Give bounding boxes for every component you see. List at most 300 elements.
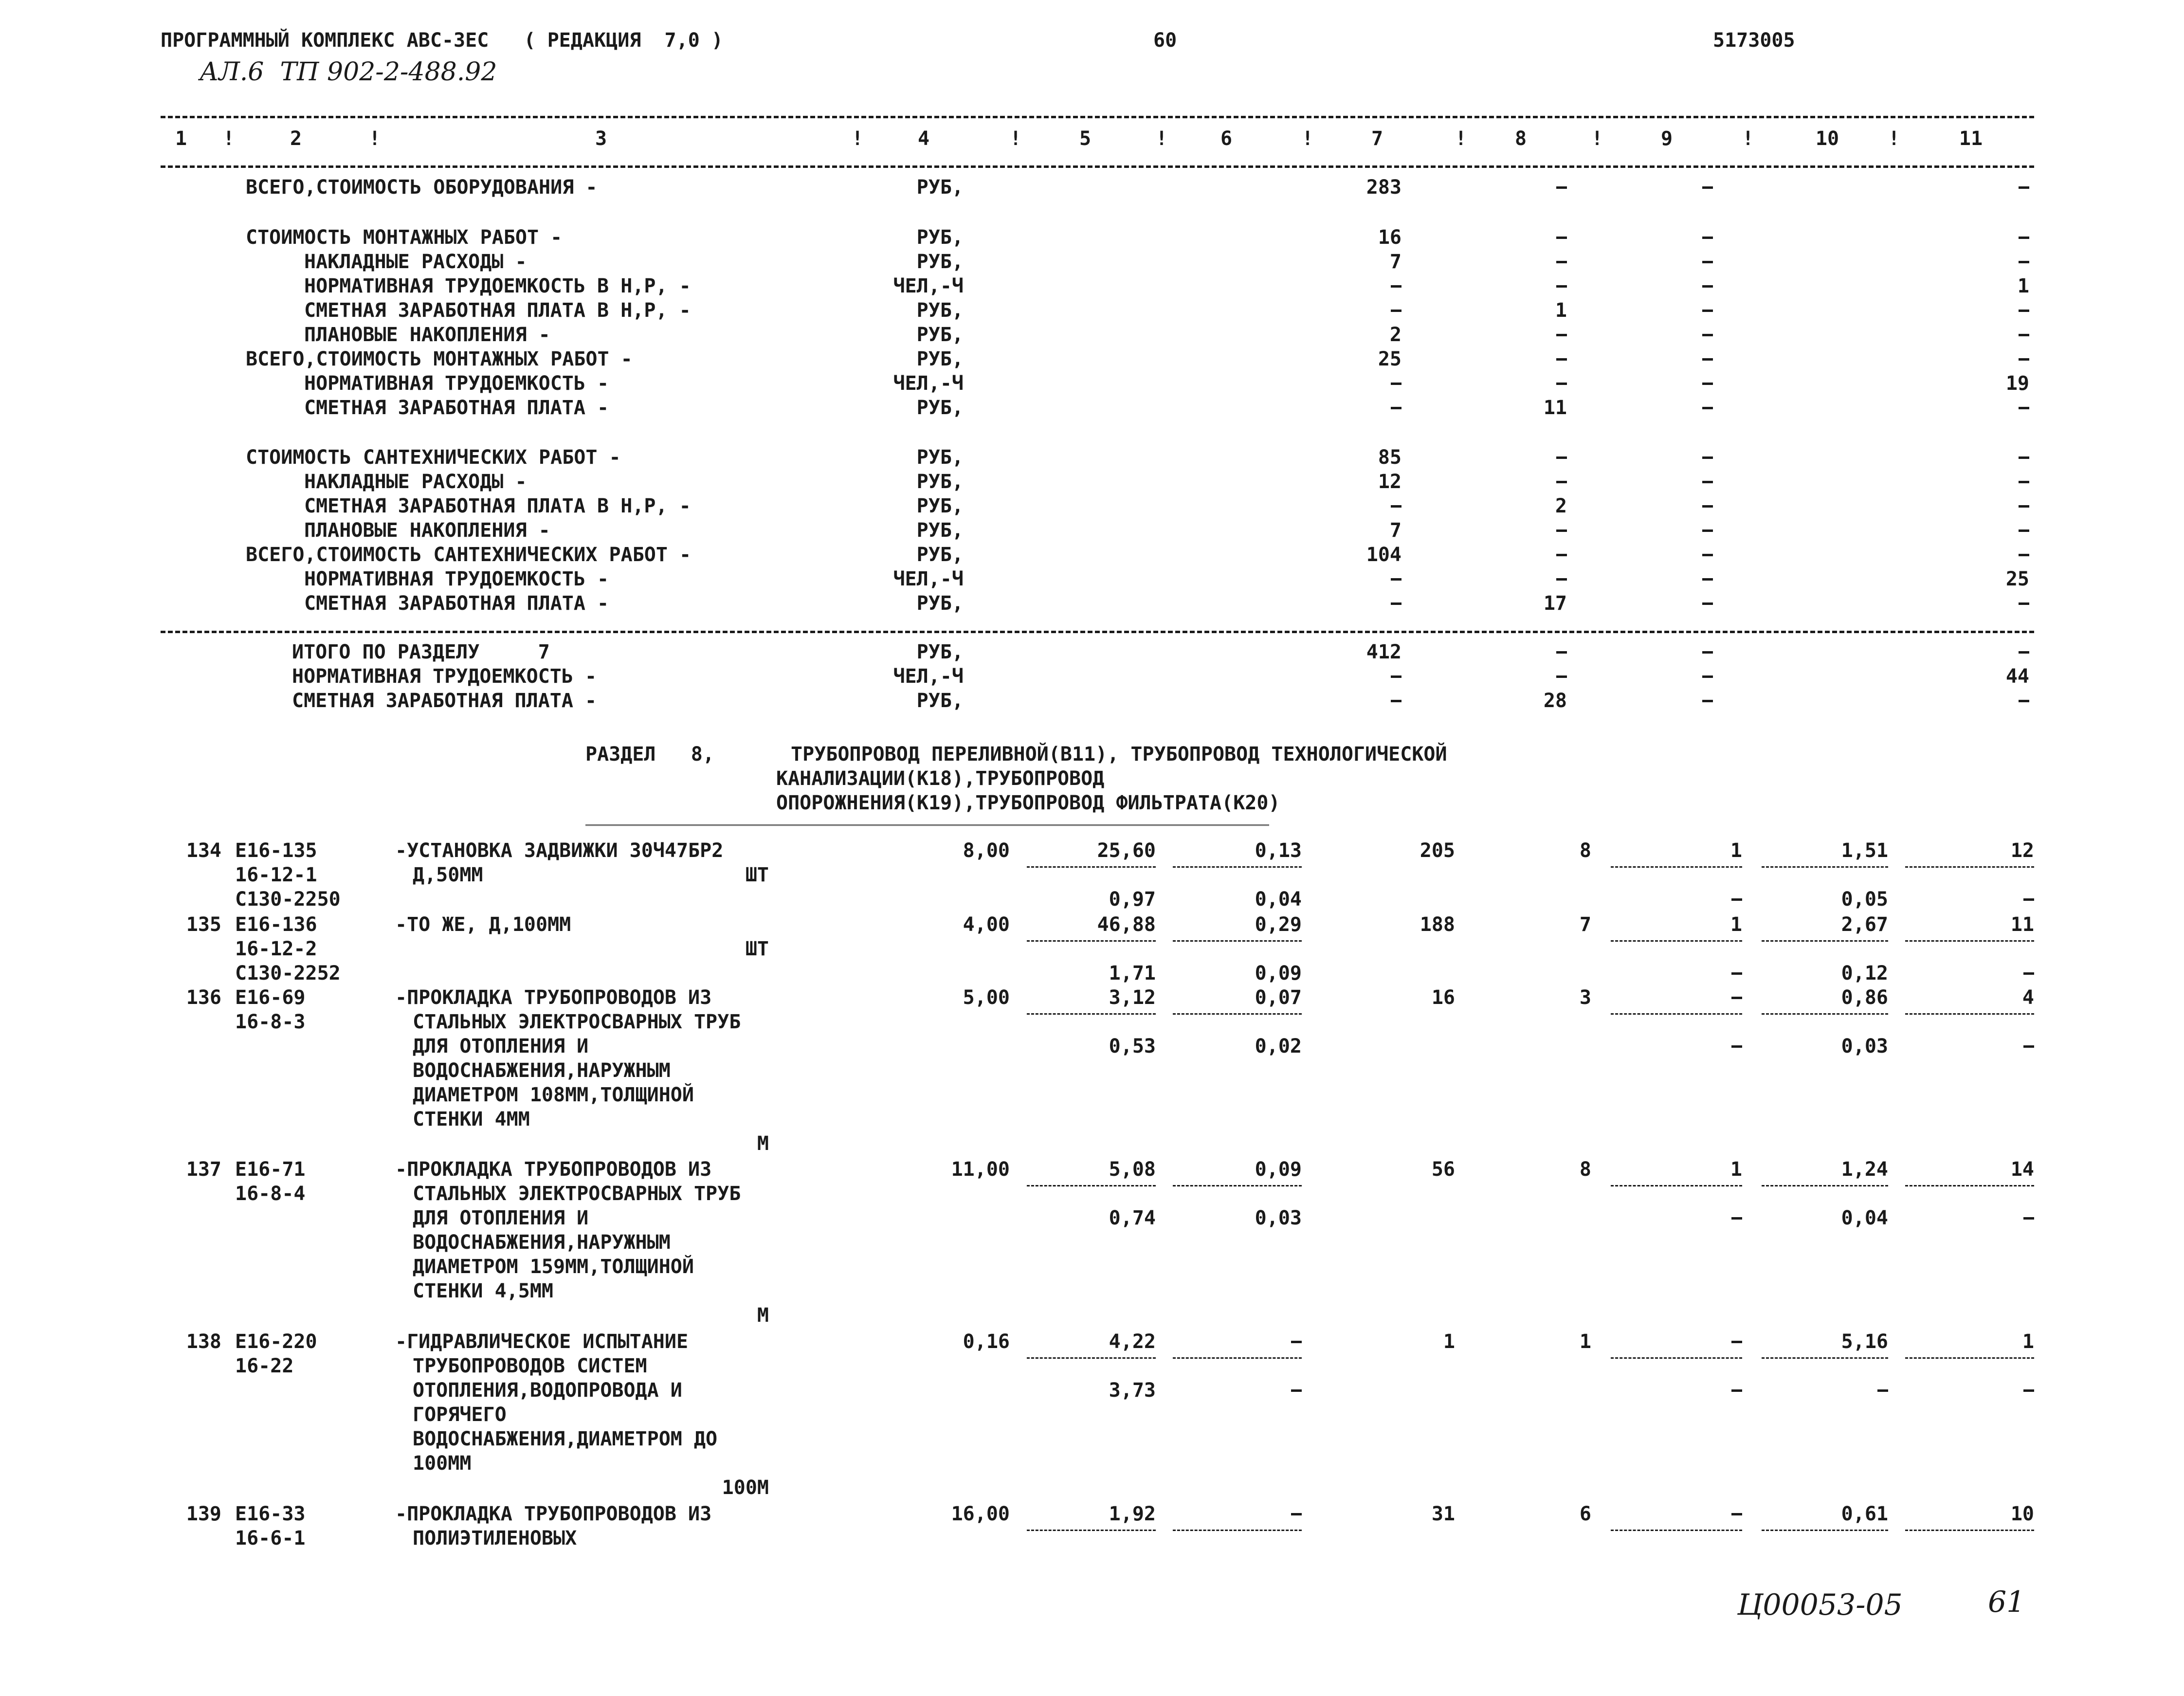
summary-label: СМЕТНАЯ ЗАРАБОТНАЯ ПЛАТА - [304, 592, 609, 615]
item-value-c11b-dash [2023, 972, 2034, 975]
column-separator: ! [1010, 128, 1022, 150]
item-value-c6: 0,07 [1255, 986, 1302, 1009]
item-value-c9b-dash [1731, 1045, 1742, 1048]
item-number: 135 [186, 913, 221, 936]
summary-dash-c7 [1391, 578, 1401, 581]
item-value-c9b-dash [1731, 898, 1742, 901]
summary-value-c7: 16 [1378, 226, 1401, 249]
item-description-line: -ГИДРАВЛИЧЕСКОЕ ИСПЫТАНИЕ [395, 1331, 689, 1353]
item-value-c9: 1 [1730, 1158, 1742, 1181]
item-divider [1173, 1530, 1302, 1531]
item-value-c6b: 0,03 [1255, 1207, 1302, 1229]
item-value-c4: 8,00 [963, 839, 1010, 862]
item-divider [1905, 1013, 2034, 1015]
item-code: 16-8-3 [235, 1011, 306, 1033]
summary-dash-c11 [2019, 261, 2029, 263]
column-header-6: 6 [1220, 128, 1233, 150]
item-divider [1173, 940, 1302, 942]
item-code: 16-12-2 [235, 938, 317, 960]
item-code: Е16-220 [235, 1331, 317, 1353]
summary-dash-c9 [1702, 651, 1713, 654]
summary-label: ВСЕГО,СТОИМОСТЬ САНТЕХНИЧЕСКИХ РАБОТ - [246, 544, 692, 566]
summary-dash-c11 [2019, 358, 2029, 361]
footer-stamp-code: Ц00053-05 [1737, 1588, 1903, 1622]
item-value-c11b-dash [2023, 1217, 2034, 1220]
summary-value-c11: 1 [2017, 275, 2029, 297]
summary-value-c7: 85 [1378, 446, 1401, 469]
summary-unit: РУБ, [916, 226, 964, 249]
summary-value-c8: 11 [1543, 397, 1567, 419]
item-value-c6: 0,09 [1255, 1158, 1302, 1181]
item-description-line: -УСТАНОВКА ЗАДВИЖКИ 30Ч47БР2 [395, 839, 724, 862]
section-title-line-3: ОПОРОЖНЕНИЯ(К19),ТРУБОПРОВОД ФИЛЬТРАТА(К20) [776, 792, 1280, 814]
summary-dash-c8 [1556, 651, 1567, 654]
summary-dash-c9 [1702, 358, 1713, 361]
summary-dash-c7 [1391, 285, 1401, 288]
summary-value-c11: 25 [2005, 568, 2029, 590]
item-description-line: ПОЛИЭТИЛЕНОВЫХ [413, 1527, 577, 1550]
item-value-c4: 16,00 [951, 1503, 1010, 1525]
item-divider [1905, 1185, 2034, 1186]
summary-dash-c11 [2019, 456, 2029, 459]
summary-dash-c9 [1702, 505, 1713, 508]
summary-label: СТОИМОСТЬ САНТЕХНИЧЕСКИХ РАБОТ - [246, 446, 621, 469]
item-description-line: ОТОПЛЕНИЯ,ВОДОПРОВОДА И [413, 1379, 682, 1402]
album-number: АЛ.6 ТП 902-2-488.92 [200, 57, 497, 87]
summary-label: НАКЛАДНЫЕ РАСХОДЫ - [304, 471, 527, 493]
item-description-line: -ТО ЖЕ, Д,100ММ [395, 913, 571, 936]
column-separator: ! [1455, 128, 1467, 150]
summary-dash-c7 [1391, 675, 1401, 678]
item-divider [1027, 1357, 1156, 1359]
item-divider [1173, 1185, 1302, 1186]
item-code: С130-2252 [235, 962, 341, 985]
summary-unit: РУБ, [916, 251, 964, 273]
summary-dash-c9 [1702, 383, 1713, 385]
summary-dash-c11 [2019, 529, 2029, 532]
item-description-line: ГОРЯЧЕГО [413, 1404, 507, 1426]
item-value-c9-dash [1731, 1513, 1742, 1515]
summary-value-c7: 25 [1378, 348, 1401, 370]
item-value-c8: 1 [1579, 1331, 1591, 1353]
item-value-c6b: 0,04 [1255, 888, 1302, 911]
item-value-c10b: 0,04 [1841, 1207, 1888, 1229]
item-unit: М [757, 1304, 769, 1327]
item-divider [1173, 866, 1302, 868]
summary-dash-c9 [1702, 700, 1713, 702]
item-value-c4: 5,00 [963, 986, 1010, 1009]
item-description-line: СТЕНКИ 4,5ММ [413, 1280, 553, 1302]
item-description-line: ДЛЯ ОТОПЛЕНИЯ И [413, 1207, 589, 1229]
summary-dash-c9 [1702, 285, 1713, 288]
item-value-c9: 1 [1730, 913, 1742, 936]
item-description-line: ВОДОСНАБЖЕНИЯ,НАРУЖНЫМ [413, 1231, 671, 1254]
summary-dash-c11 [2019, 505, 2029, 508]
column-separator: ! [1302, 128, 1314, 150]
summary-unit: РУБ, [916, 348, 964, 370]
item-description-line: ДЛЯ ОТОПЛЕНИЯ И [413, 1035, 589, 1058]
item-value-c11b-dash [2023, 1045, 2034, 1048]
summary-value-c8: 17 [1543, 592, 1567, 615]
summary-value-c8: 2 [1555, 495, 1567, 517]
summary-unit: ЧЕЛ,-Ч [893, 372, 964, 395]
summary-label: НОРМАТИВНАЯ ТРУДОЕМКОСТЬ - [292, 665, 597, 688]
summary-dash-c8 [1556, 261, 1567, 263]
summary-label: СМЕТНАЯ ЗАРАБОТНАЯ ПЛАТА - [304, 397, 609, 419]
item-value-c5: 25,60 [1097, 839, 1156, 862]
item-divider [1173, 1357, 1302, 1359]
summary-dash-c8 [1556, 186, 1567, 189]
column-separator: ! [1156, 128, 1168, 150]
summary-dash-c11 [2019, 310, 2029, 312]
summary-dash-c9 [1702, 407, 1713, 409]
summary-unit: РУБ, [916, 641, 964, 663]
item-code: Е16-136 [235, 913, 317, 936]
item-value-c6: 0,29 [1255, 913, 1302, 936]
item-value-c4: 4,00 [963, 913, 1010, 936]
summary-dash-c11 [2019, 700, 2029, 702]
summary-dash-c11 [2019, 334, 2029, 336]
summary-dash-c7 [1391, 310, 1401, 312]
summary-label: ВСЕГО,СТОИМОСТЬ ОБОРУДОВАНИЯ - [246, 176, 598, 199]
item-divider [1762, 866, 1888, 868]
item-value-c11: 12 [2010, 839, 2034, 862]
item-divider [1611, 1013, 1742, 1015]
item-divider [1762, 1530, 1888, 1531]
summary-label: НОРМАТИВНАЯ ТРУДОЕМКОСТЬ В Н,Р, - [304, 275, 691, 297]
item-description-line: ДИАМЕТРОМ 159ММ,ТОЛЩИНОЙ [413, 1256, 694, 1278]
column-separator: ! [223, 128, 235, 150]
item-value-c11: 1 [2022, 1331, 2034, 1353]
item-value-c6b: 0,09 [1255, 962, 1302, 985]
item-divider [1611, 1530, 1742, 1531]
summary-dash-c8 [1556, 334, 1567, 336]
summary-dash-c8 [1556, 481, 1567, 483]
item-description-line: -ПРОКЛАДКА ТРУБОПРОВОДОВ ИЗ [395, 1503, 712, 1525]
summary-dash-c8 [1556, 456, 1567, 459]
item-description-line: ВОДОСНАБЖЕНИЯ,НАРУЖНЫМ [413, 1059, 671, 1082]
item-value-c10: 0,86 [1841, 986, 1888, 1009]
item-code: С130-2250 [235, 888, 341, 911]
item-value-c6: 0,13 [1255, 839, 1302, 862]
column-separator: ! [852, 128, 864, 150]
column-header-11: 11 [1959, 128, 1983, 150]
summary-label: ПЛАНОВЫЕ НАКОПЛЕНИЯ - [304, 519, 550, 542]
summary-value-c7: 2 [1389, 324, 1401, 346]
item-divider [1611, 1185, 1742, 1186]
item-divider [1611, 866, 1742, 868]
item-description-line: -ПРОКЛАДКА ТРУБОПРОВОДОВ ИЗ [395, 986, 712, 1009]
item-description-line: СТАЛЬНЫХ ЭЛЕКТРОСВАРНЫХ ТРУБ [413, 1183, 741, 1205]
item-value-c5: 4,22 [1109, 1331, 1156, 1353]
section-underline [585, 824, 1269, 828]
summary-dash-c8 [1556, 285, 1567, 288]
item-value-c6-dash [1291, 1513, 1302, 1515]
item-value-c8: 6 [1579, 1503, 1591, 1525]
item-value-c7: 31 [1431, 1503, 1455, 1525]
item-value-c5: 5,08 [1109, 1158, 1156, 1181]
summary-dash-c7 [1391, 407, 1401, 409]
item-value-c9b-dash [1731, 972, 1742, 975]
summary-dash-c11 [2019, 186, 2029, 189]
summary-unit: РУБ, [916, 446, 964, 469]
item-unit: М [757, 1132, 769, 1155]
item-divider [1905, 1357, 2034, 1359]
summary-dash-c7 [1391, 505, 1401, 508]
item-number: 134 [186, 839, 221, 862]
summary-dash-c8 [1556, 675, 1567, 678]
item-value-c9-dash [1731, 1341, 1742, 1343]
page-number: 60 [1153, 29, 1177, 52]
summary-label: ИТОГО ПО РАЗДЕЛУ 7 [292, 641, 550, 663]
summary-dash-c9 [1702, 481, 1713, 483]
summary-unit: РУБ, [916, 544, 964, 566]
item-number: 138 [186, 1331, 221, 1353]
item-value-c11: 10 [2010, 1503, 2034, 1525]
item-unit: ШТ [745, 864, 769, 886]
column-separator: ! [369, 128, 381, 150]
item-number: 139 [186, 1503, 221, 1525]
column-header-9: 9 [1660, 128, 1673, 150]
item-divider [1027, 1185, 1156, 1186]
item-value-c10b-dash [1877, 1389, 1888, 1392]
summary-dash-c9 [1702, 554, 1713, 556]
item-number: 136 [186, 986, 221, 1009]
summary-value-c7: 283 [1366, 176, 1401, 199]
item-value-c8: 8 [1579, 839, 1591, 862]
summary-dash-c7 [1391, 700, 1401, 702]
item-value-c9-dash [1731, 997, 1742, 999]
summary-dash-c9 [1702, 237, 1713, 239]
item-value-c9b-dash [1731, 1217, 1742, 1220]
table-header-rule [161, 165, 2034, 168]
summary-label: НАКЛАДНЫЕ РАСХОДЫ - [304, 251, 527, 273]
item-value-c8: 3 [1579, 986, 1591, 1009]
item-value-c11: 4 [2022, 986, 2034, 1009]
item-value-c9b-dash [1731, 1389, 1742, 1392]
section-title-line-2: КАНАЛИЗАЦИИ(К18),ТРУБОПРОВОД [776, 767, 1105, 790]
item-value-c6-dash [1291, 1341, 1302, 1343]
summary-value-c8: 28 [1543, 690, 1567, 712]
summary-unit: РУБ, [916, 397, 964, 419]
summary-dash-c9 [1702, 261, 1713, 263]
item-code: Е16-69 [235, 986, 306, 1009]
summary-dash-c9 [1702, 578, 1713, 581]
summary-dash-c11 [2019, 237, 2029, 239]
summary-dash-c9 [1702, 602, 1713, 605]
document-code: 5173005 [1713, 29, 1795, 52]
summary-value-c7: 104 [1366, 544, 1401, 566]
summary-label: ПЛАНОВЫЕ НАКОПЛЕНИЯ - [304, 324, 550, 346]
summary-label: СМЕТНАЯ ЗАРАБОТНАЯ ПЛАТА - [292, 690, 597, 712]
summary-dash-c11 [2019, 407, 2029, 409]
item-divider [1027, 1530, 1156, 1531]
column-separator: ! [1742, 128, 1754, 150]
item-description-line: ТРУБОПРОВОДОВ СИСТЕМ [413, 1355, 647, 1377]
column-header-5: 5 [1079, 128, 1092, 150]
column-header-10: 10 [1815, 128, 1839, 150]
summary-unit: РУБ, [916, 690, 964, 712]
item-value-c5b: 0,53 [1109, 1035, 1156, 1058]
item-value-c4: 0,16 [963, 1331, 1010, 1353]
item-code: 16-8-4 [235, 1183, 306, 1205]
item-divider [1027, 940, 1156, 942]
item-divider [1762, 1357, 1888, 1359]
item-description-line: 100ММ [413, 1452, 472, 1475]
program-title: ПРОГРАММНЫЙ КОМПЛЕКС АВС-ЗЕС ( РЕДАКЦИЯ 7,0 ) [161, 29, 723, 52]
summary-dash-c9 [1702, 186, 1713, 189]
item-code: 16-22 [235, 1355, 294, 1377]
item-value-c10: 1,51 [1841, 839, 1888, 862]
summary-unit: РУБ, [916, 324, 964, 346]
summary-unit: ЧЕЛ,-Ч [893, 568, 964, 590]
summary-unit: ЧЕЛ,-Ч [893, 665, 964, 688]
item-code: 16-12-1 [235, 864, 317, 886]
summary-dash-c9 [1702, 675, 1713, 678]
section-title-line-1: ТРУБОПРОВОД ПЕРЕЛИВНОЙ(В11), ТРУБОПРОВОД ТЕХНОЛОГИЧЕСКОЙ [791, 743, 1447, 766]
item-divider [1762, 1013, 1888, 1015]
item-value-c11: 11 [2010, 913, 2034, 936]
summary-value-c11: 44 [2005, 665, 2029, 688]
item-value-c8: 7 [1579, 913, 1591, 936]
summary-dash-c8 [1556, 578, 1567, 581]
summary-dash-c9 [1702, 334, 1713, 336]
summary-dash-c9 [1702, 529, 1713, 532]
summary-dash-c7 [1391, 602, 1401, 605]
summary-value-c8: 1 [1555, 299, 1567, 322]
summary-dash-c8 [1556, 358, 1567, 361]
item-divider [1905, 1530, 2034, 1531]
summary-value-c7: 7 [1389, 251, 1401, 273]
item-value-c5: 1,92 [1109, 1503, 1156, 1525]
summary-unit: РУБ, [916, 592, 964, 615]
summary-dash-c7 [1391, 383, 1401, 385]
column-header-4: 4 [917, 128, 930, 150]
column-header-3: 3 [595, 128, 607, 150]
column-separator: ! [1591, 128, 1603, 150]
summary-label: ВСЕГО,СТОИМОСТЬ МОНТАЖНЫХ РАБОТ - [246, 348, 633, 370]
section-total-rule [161, 631, 2034, 633]
item-value-c5b: 3,73 [1109, 1379, 1156, 1402]
summary-dash-c8 [1556, 237, 1567, 239]
item-value-c11: 14 [2010, 1158, 2034, 1181]
item-value-c10: 1,24 [1841, 1158, 1888, 1181]
item-divider [1611, 1357, 1742, 1359]
summary-value-c7: 7 [1389, 519, 1401, 542]
summary-dash-c9 [1702, 310, 1713, 312]
summary-label: НОРМАТИВНАЯ ТРУДОЕМКОСТЬ - [304, 568, 609, 590]
item-value-c5b: 0,74 [1109, 1207, 1156, 1229]
item-value-c7: 16 [1431, 986, 1455, 1009]
item-value-c4: 11,00 [951, 1158, 1010, 1181]
column-header-2: 2 [290, 128, 302, 150]
item-description-line: СТЕНКИ 4ММ [413, 1108, 530, 1131]
item-value-c7: 188 [1420, 913, 1455, 936]
summary-label: СТОИМОСТЬ МОНТАЖНЫХ РАБОТ - [246, 226, 563, 249]
summary-dash-c8 [1556, 554, 1567, 556]
item-unit: 100М [722, 1477, 769, 1499]
item-divider [1173, 1013, 1302, 1015]
item-unit: ШТ [745, 938, 769, 960]
item-description-line: Д,50ММ [413, 864, 483, 886]
footer-sheet-number: 61 [1988, 1585, 2025, 1619]
item-value-c9: 1 [1730, 839, 1742, 862]
item-value-c6b-dash [1291, 1389, 1302, 1392]
summary-unit: РУБ, [916, 471, 964, 493]
summary-label: СМЕТНАЯ ЗАРАБОТНАЯ ПЛАТА В Н,Р, - [304, 299, 691, 322]
item-description-line: -ПРОКЛАДКА ТРУБОПРОВОДОВ ИЗ [395, 1158, 712, 1181]
summary-unit: РУБ, [916, 495, 964, 517]
summary-dash-c11 [2019, 602, 2029, 605]
item-description-line: ВОДОСНАБЖЕНИЯ,ДИАМЕТРОМ ДО [413, 1428, 718, 1450]
item-description-line: ДИАМЕТРОМ 108ММ,ТОЛЩИНОЙ [413, 1084, 694, 1106]
item-divider [1905, 940, 2034, 942]
item-divider [1762, 940, 1888, 942]
column-header-8: 8 [1514, 128, 1527, 150]
item-value-c10: 5,16 [1841, 1331, 1888, 1353]
item-value-c5b: 1,71 [1109, 962, 1156, 985]
summary-dash-c11 [2019, 651, 2029, 654]
item-divider [1027, 866, 1156, 868]
summary-label: СМЕТНАЯ ЗАРАБОТНАЯ ПЛАТА В Н,Р, - [304, 495, 691, 517]
item-code: Е16-71 [235, 1158, 306, 1181]
item-value-c10: 0,61 [1841, 1503, 1888, 1525]
item-value-c10b: 0,05 [1841, 888, 1888, 911]
item-value-c7: 205 [1420, 839, 1455, 862]
summary-value-c11: 19 [2005, 372, 2029, 395]
column-header-7: 7 [1371, 128, 1383, 150]
item-divider [1762, 1185, 1888, 1186]
section-lead: РАЗДЕЛ 8, [585, 743, 714, 766]
item-number: 137 [186, 1158, 221, 1181]
summary-unit: ЧЕЛ,-Ч [893, 275, 964, 297]
item-value-c10: 2,67 [1841, 913, 1888, 936]
item-value-c8: 8 [1579, 1158, 1591, 1181]
summary-unit: РУБ, [916, 519, 964, 542]
summary-dash-c8 [1556, 383, 1567, 385]
summary-dash-c11 [2019, 481, 2029, 483]
column-separator: ! [1888, 128, 1900, 150]
summary-dash-c9 [1702, 456, 1713, 459]
column-header-1: 1 [175, 128, 187, 150]
summary-value-c7: 412 [1366, 641, 1401, 663]
item-divider [1611, 940, 1742, 942]
item-value-c5b: 0,97 [1109, 888, 1156, 911]
item-value-c11b-dash [2023, 1389, 2034, 1392]
table-top-rule [161, 116, 2034, 118]
summary-value-c7: 12 [1378, 471, 1401, 493]
item-value-c10b: 0,12 [1841, 962, 1888, 985]
summary-unit: РУБ, [916, 176, 964, 199]
item-code: Е16-33 [235, 1503, 306, 1525]
item-value-c5: 46,88 [1097, 913, 1156, 936]
item-value-c5: 3,12 [1109, 986, 1156, 1009]
item-divider [1027, 1013, 1156, 1015]
item-value-c11b-dash [2023, 898, 2034, 901]
item-value-c6b: 0,02 [1255, 1035, 1302, 1058]
item-code: Е16-135 [235, 839, 317, 862]
item-value-c7: 1 [1443, 1331, 1455, 1353]
item-description-line: СТАЛЬНЫХ ЭЛЕКТРОСВАРНЫХ ТРУБ [413, 1011, 741, 1033]
summary-dash-c8 [1556, 529, 1567, 532]
item-value-c7: 56 [1431, 1158, 1455, 1181]
summary-unit: РУБ, [916, 299, 964, 322]
summary-label: НОРМАТИВНАЯ ТРУДОЕМКОСТЬ - [304, 372, 609, 395]
item-code: 16-6-1 [235, 1527, 306, 1550]
item-value-c10b: 0,03 [1841, 1035, 1888, 1058]
summary-dash-c11 [2019, 554, 2029, 556]
item-divider [1905, 866, 2034, 868]
